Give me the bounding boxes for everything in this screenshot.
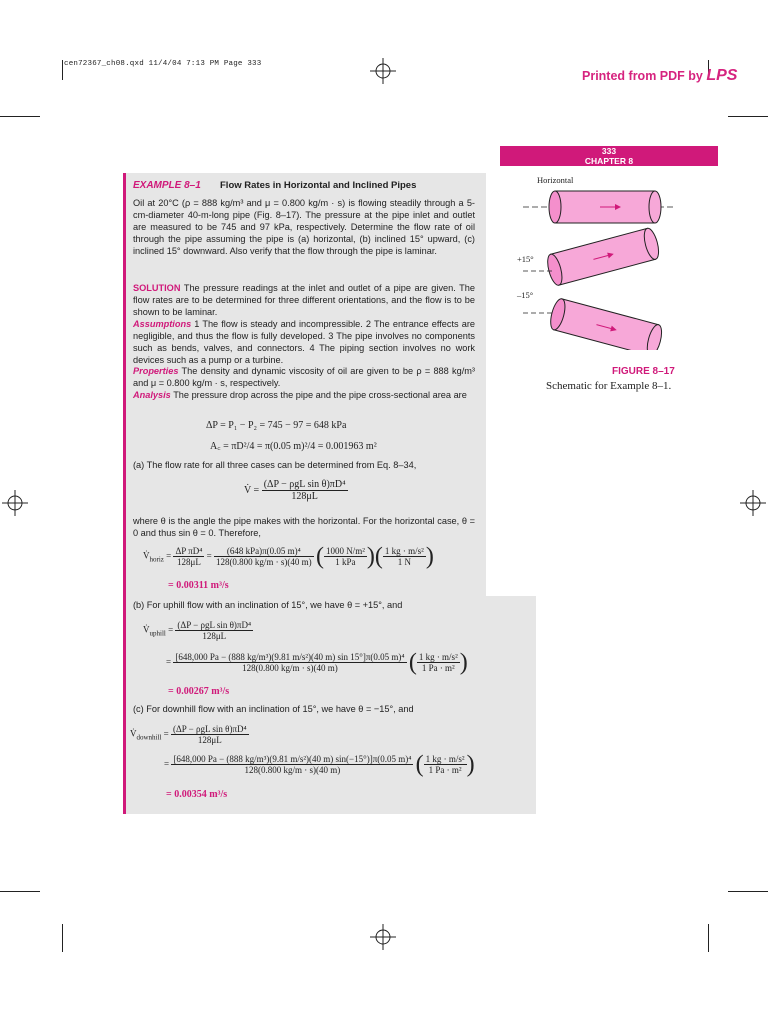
solution-paragraph [133,283,475,319]
properties-paragraph [133,366,475,390]
problem-statement: Oil at 20°C (ρ = 888 kg/m³ and μ = 0.800 kg/m · s) is flowing steadily through a 5-cm-diameter 40-m-long pipe (Fig. 8–17). The pressure at the pipe inlet and outlet are measured to be 745 and 97 kPa, respectively. Determine the flow rate of oil through the pipe assuming the pipe is (a) horizontal, (b) inclined 15° upward, (c) inclined 15° downward. Also verify that the flow through the pipe is laminar. [133,198,475,256]
part-a-text: (a) The flow rate for all three cases can be determined from Eq. 8–34, [133,460,417,470]
downhill-denominator-1: 128μL [197,735,222,745]
downhill-numerator-2: [648,000 Pa − (888 kg/m³)(9.81 m/s²)(40 m) sin(−15°)]π(0.05 m)⁴ [173,754,412,764]
answer-uphill: = 0.00267 m³/s [168,686,230,697]
example-title: Flow Rates in Horizontal and Inclined Pipes [220,180,417,191]
figure-pipes [515,185,675,350]
assumptions-text: 1 The flow is steady and incompressible. 2 The entrance effects are negligible, and thus the flow is fully developed. 3 The pipe involves no components such as bends, valves, and connectors. 4 The piping section involves no work devices such as a pump or a turbine. [133,319,475,365]
example-label: EXAMPLE 8–1 [133,180,201,191]
uphill-denominator-1: 128μL [202,631,227,641]
general-denominator: 128μL [291,491,318,502]
answer-horizontal: = 0.00311 m³/s [168,580,229,591]
pipe-horizontal [523,191,673,223]
registration-mark [740,490,766,516]
registration-mark [370,58,396,84]
equation-horizontal: $V̇_{horiz}$ = $\frac{\text{ΔP πD⁴}}{128\mu L}$ = $\frac{\text{(648 kPa)π(0.05 m)⁴}}{128(0.800 kg/m \cdot s)(40 m)}$ ( $\frac{\text{1000 N/m²}}{\text{1 kPa}}$ )( $\frac{\text{1 kg · m/s²}}{1 N}$ ) [143,543,434,570]
equation-downhill-expanded: = [648,000 Pa − (888 kg/m³)(9.81 m/s²)(40 m) sin(−15°)]π(0.05 m)⁴ 128(0.800 kg/m · s)(40 m) ( $\frac{\text{1 kg · m/s²}}{\text{1 Pa · m²}}$ ) [164,751,475,778]
horiz-numerator-2: (648 kPa)π(0.05 m)⁴ [214,546,314,557]
equation-area: A꜀ = πD²/4 = π(0.05 m)²/4 = 0.001963 m² [210,441,377,452]
analysis-paragraph [133,390,475,402]
example-rule [123,173,126,814]
subscript-uphill: uphill [149,629,166,638]
horiz-denominator-1: 128μL [177,557,201,567]
printed-brand: LPS [706,67,738,84]
analysis-text: The pressure drop across the pipe and the pipe cross-sectional area are [173,390,467,400]
downhill-numerator-3: 1 kg · m/s² [425,754,465,764]
label-horizontal: Horizontal [537,175,574,185]
flow-symbol: V̇ [143,550,150,561]
answer-downhill: = 0.00354 m³/s [166,789,228,800]
assumptions-paragraph [133,319,475,367]
pipe-uphill [545,227,661,287]
subscript-horiz: horiz [149,555,164,564]
downhill-denominator-3: 1 Pa · m² [428,765,462,775]
chapter-bar [500,146,718,166]
registration-mark [370,924,396,950]
part-b-text: (b) For uphill flow with an inclination of 15°, we have θ = +15°, and [133,600,403,610]
flow-symbol: V̇ [244,484,252,496]
figure-caption: Schematic for Example 8–1. [546,380,672,392]
equation-general: V̇ = $\frac{\text{(ΔP − ρgL sin θ)πD⁴}}{128\mu L}$ [244,479,346,502]
uphill-denominator-2: 128(0.800 kg/m · s)(40 m) [242,663,338,673]
equation-pressure-drop: ΔP = P₁ − P₂ = 745 − 97 = 648 kPa [206,420,347,431]
printed-from-label [582,67,737,85]
figure-title: FIGURE 8–17 [612,366,675,377]
uphill-numerator-1: (ΔP − ρgL sin θ)πD⁴ [177,620,252,630]
file-slug: cen72367_ch08.qxd 11/4/04 7:13 PM Page 333 [64,60,262,68]
example-heading [133,180,201,191]
downhill-numerator-1: (ΔP − ρgL sin θ)πD⁴ [172,724,247,734]
chapter-label: CHAPTER 8 [584,156,634,166]
general-numerator: (ΔP − ρgL sin θ)πD⁴ [263,479,346,490]
solution-head: SOLUTION [133,283,181,293]
equation-uphill-expanded: = [648,000 Pa − (888 kg/m³)(9.81 m/s²)(40 m) sin 15°]π(0.05 m)⁴ 128(0.800 kg/m · s)(40 m) ( $\frac{\text{1 kg · m/s²}}{\text{1 Pa · m²}}$ ) [166,649,468,676]
label-plus15: +15° [517,254,534,264]
properties-text: The density and dynamic viscosity of oil are given to be ρ = 888 kg/m³ and μ = 0.800 kg/m · s, respectively. [133,366,475,388]
part-c-text: (c) For downhill flow with an inclination of 15°, we have θ = −15°, and [133,704,414,714]
uphill-numerator-2: [648,000 Pa − (888 kg/m³)(9.81 m/s²)(40 m) sin 15°]π(0.05 m)⁴ [175,652,405,662]
label-minus15: –15° [517,290,534,300]
flow-symbol: V̇ [143,624,150,635]
subscript-downhill: downhill [136,733,162,742]
properties-head: Properties [133,366,179,376]
horiz-numerator-3: 1000 N/m² [325,546,365,556]
horiz-numerator-1: ΔP πD⁴ [175,546,203,556]
assumptions-head: Assumptions [133,319,192,329]
horiz-denominator-2: 128(0.800 kg/m · s)(40 m) [215,557,312,567]
horiz-denominator-3: 1 kPa [335,557,356,567]
horiz-denominator-4: 1 N [397,557,411,567]
analysis-head: Analysis [133,390,171,400]
printed-prefix: Printed from PDF by [582,69,703,83]
pipe-downhill [548,297,664,350]
uphill-numerator-3: 1 kg · m/s² [418,652,458,662]
horiz-numerator-4: 1 kg · m/s² [384,546,424,556]
solution-text: The pressure readings at the inlet and outlet of a pipe are given. The flow rates are to be determined for three different orientations, and the flow is to be shown to be laminar. [133,283,476,317]
equation-downhill: $V̇_{downhill}$ = $\frac{\text{(ΔP − ρgL sin θ)πD⁴}}{128\mu L}$ [130,724,247,745]
registration-mark [2,490,28,516]
where-text: where θ is the angle the pipe makes with the horizontal. For the horizontal case, θ = 0 and thus sin θ = 0. Therefore, [133,516,475,538]
uphill-denominator-3: 1 Pa · m² [421,663,455,673]
equation-uphill: $V̇_{uphill}$ = $\frac{\text{(ΔP − ρgL sin θ)πD⁴}}{128\mu L}$ [143,620,252,641]
downhill-denominator-2: 128(0.800 kg/m · s)(40 m) [244,765,341,775]
page-number: 333 [601,146,617,156]
flow-symbol: V̇ [130,728,137,739]
